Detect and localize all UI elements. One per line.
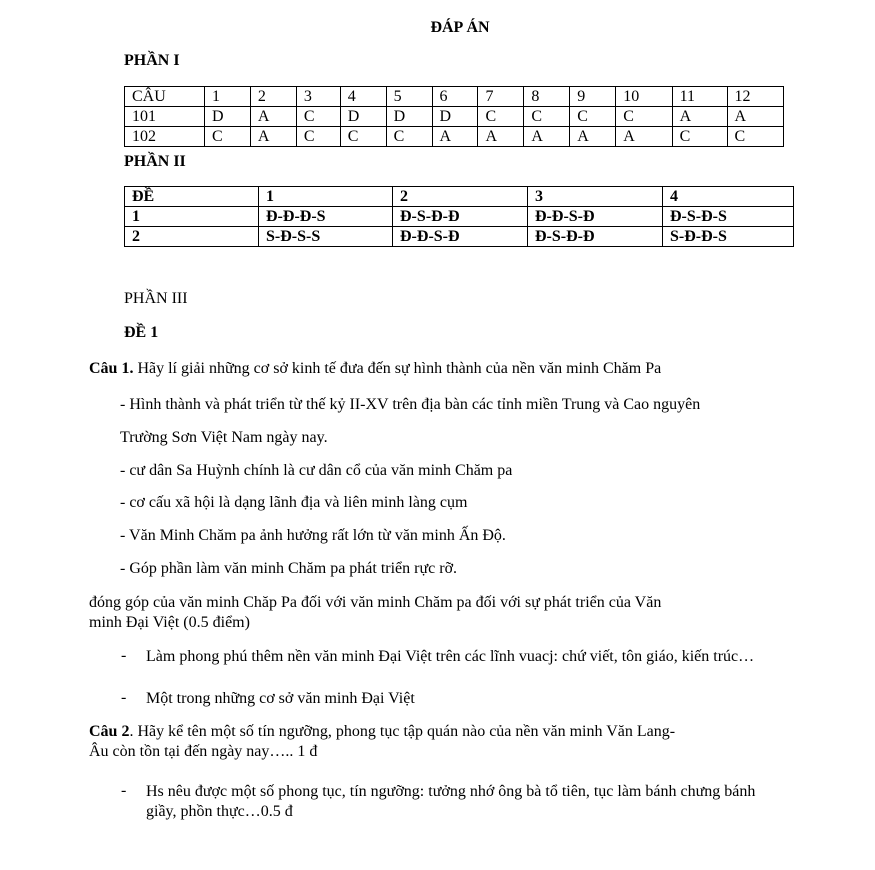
table-cell: 4 (663, 187, 794, 207)
bullet-dash: - (121, 689, 127, 706)
table-cell: Đ-S-Đ-Đ (528, 227, 663, 247)
table-cell: 2 (125, 227, 259, 247)
table-cell: A (250, 127, 296, 147)
table-cell: C (570, 107, 616, 127)
table-cell: C (205, 127, 251, 147)
table-cell: Đ-Đ-S-Đ (528, 207, 663, 227)
bullet-dash: - (121, 647, 127, 664)
part-3-heading: PHẦN III (124, 290, 188, 307)
table-cell: A (727, 107, 783, 127)
answer-point: - Góp phần làm văn minh Chăm pa phát triển rực rỡ. (120, 560, 458, 577)
table-row (125, 107, 784, 127)
contribution-line: minh Đại Việt (0.5 điểm) (89, 614, 250, 631)
table-cell: S-Đ-Đ-S (663, 227, 794, 247)
bullet-dash: - (121, 782, 127, 799)
table-cell: 3 (528, 187, 663, 207)
table-cell: A (570, 127, 616, 147)
table-header-row (125, 87, 784, 107)
table-cell: A (432, 127, 478, 147)
table-cell: C (672, 127, 727, 147)
table-cell: D (340, 107, 386, 127)
table-cell: 9 (570, 87, 616, 107)
question-1-text: Hãy lí giải những cơ sở kinh tế đưa đến sự hình thành của nền văn minh Chăm Pa (133, 360, 662, 377)
table-cell: 5 (386, 87, 432, 107)
table-cell: Đ-S-Đ-Đ (393, 207, 528, 227)
bullet-item: Làm phong phú thêm nền văn minh Đại Việt trên các lĩnh vuacj: chứ viết, tôn giáo, kiến trúc… (146, 648, 755, 665)
part-1-answer-table (124, 86, 784, 147)
answer-point: Trường Sơn Việt Nam ngày nay. (120, 429, 328, 446)
part-2-heading: PHẦN II (124, 153, 186, 170)
de-1-heading: ĐỀ 1 (124, 324, 159, 341)
question-2-continuation: Âu còn tồn tại đến ngày nay….. 1 đ (89, 743, 318, 760)
table-cell: C (386, 127, 432, 147)
table-cell: 1 (205, 87, 251, 107)
answer-point: - cơ cấu xã hội là dạng lãnh địa và liên minh làng cụm (120, 494, 468, 511)
answer-point: - cư dân Sa Huỳnh chính là cư dân cổ của văn minh Chăm pa (120, 462, 513, 479)
table-cell: A (478, 127, 524, 147)
part-1-heading: PHẦN I (124, 52, 180, 69)
table-cell: S-Đ-S-S (259, 227, 393, 247)
table-cell: A (524, 127, 570, 147)
part-2-answer-table (124, 186, 794, 247)
table-cell: Đ-Đ-S-Đ (393, 227, 528, 247)
table-cell: 2 (250, 87, 296, 107)
table-row (125, 127, 784, 147)
question-2 (89, 723, 675, 741)
table-cell: 101 (125, 107, 205, 127)
table-cell: 102 (125, 127, 205, 147)
question-2-label: Câu 2 (89, 723, 130, 740)
table-cell: 12 (727, 87, 783, 107)
contribution-line: đóng góp của văn minh Chăp Pa đối với văn minh Chăm pa đối với sự phát triển của Văn (89, 594, 662, 611)
table-row (125, 227, 794, 247)
table-cell: C (296, 107, 340, 127)
question-1 (89, 360, 661, 378)
table-cell: C (616, 107, 672, 127)
table-cell: D (205, 107, 251, 127)
answer-key-title: ĐÁP ÁN (430, 19, 490, 36)
table-cell: 3 (296, 87, 340, 107)
table-cell: D (432, 107, 478, 127)
table-cell: 4 (340, 87, 386, 107)
table-cell: Đ-Đ-Đ-S (259, 207, 393, 227)
table-cell: Đ-S-Đ-S (663, 207, 794, 227)
table-cell: A (672, 107, 727, 127)
table-cell: 6 (432, 87, 478, 107)
table-cell: C (727, 127, 783, 147)
table-cell: C (340, 127, 386, 147)
table-cell: C (524, 107, 570, 127)
table-cell: ĐỀ (125, 187, 259, 207)
table-cell: 11 (672, 87, 727, 107)
table-cell: D (386, 107, 432, 127)
question-1-label: Câu 1. (89, 360, 134, 377)
table-cell: 8 (524, 87, 570, 107)
table-row (125, 207, 794, 227)
table-cell: 10 (616, 87, 672, 107)
table-cell: CÂU (125, 87, 205, 107)
table-cell: 7 (478, 87, 524, 107)
bullet-item: Một trong những cơ sở văn minh Đại Việt (146, 690, 415, 707)
table-cell: C (296, 127, 340, 147)
table-cell: A (616, 127, 672, 147)
table-cell: 2 (393, 187, 528, 207)
table-cell: A (250, 107, 296, 127)
bullet-item: Hs nêu được một số phong tục, tín ngưỡng: tưởng nhớ ông bà tổ tiên, tục làm bánh chưng bánh giầy, phồn thực…0.5 đ (146, 783, 756, 820)
answer-point: - Văn Minh Chăm pa ảnh hưởng rất lớn từ văn minh Ấn Độ. (120, 527, 506, 544)
table-cell: 1 (125, 207, 259, 227)
table-header-row (125, 187, 794, 207)
table-cell: 1 (259, 187, 393, 207)
question-2-text: . Hãy kể tên một số tín ngưỡng, phong tục tập quán nào của nền văn minh Văn Lang- (129, 723, 676, 740)
table-cell: C (478, 107, 524, 127)
answer-point: - Hình thành và phát triển từ thế kỷ II-XV trên địa bàn các tỉnh miền Trung và Cao nguyên (120, 396, 701, 413)
